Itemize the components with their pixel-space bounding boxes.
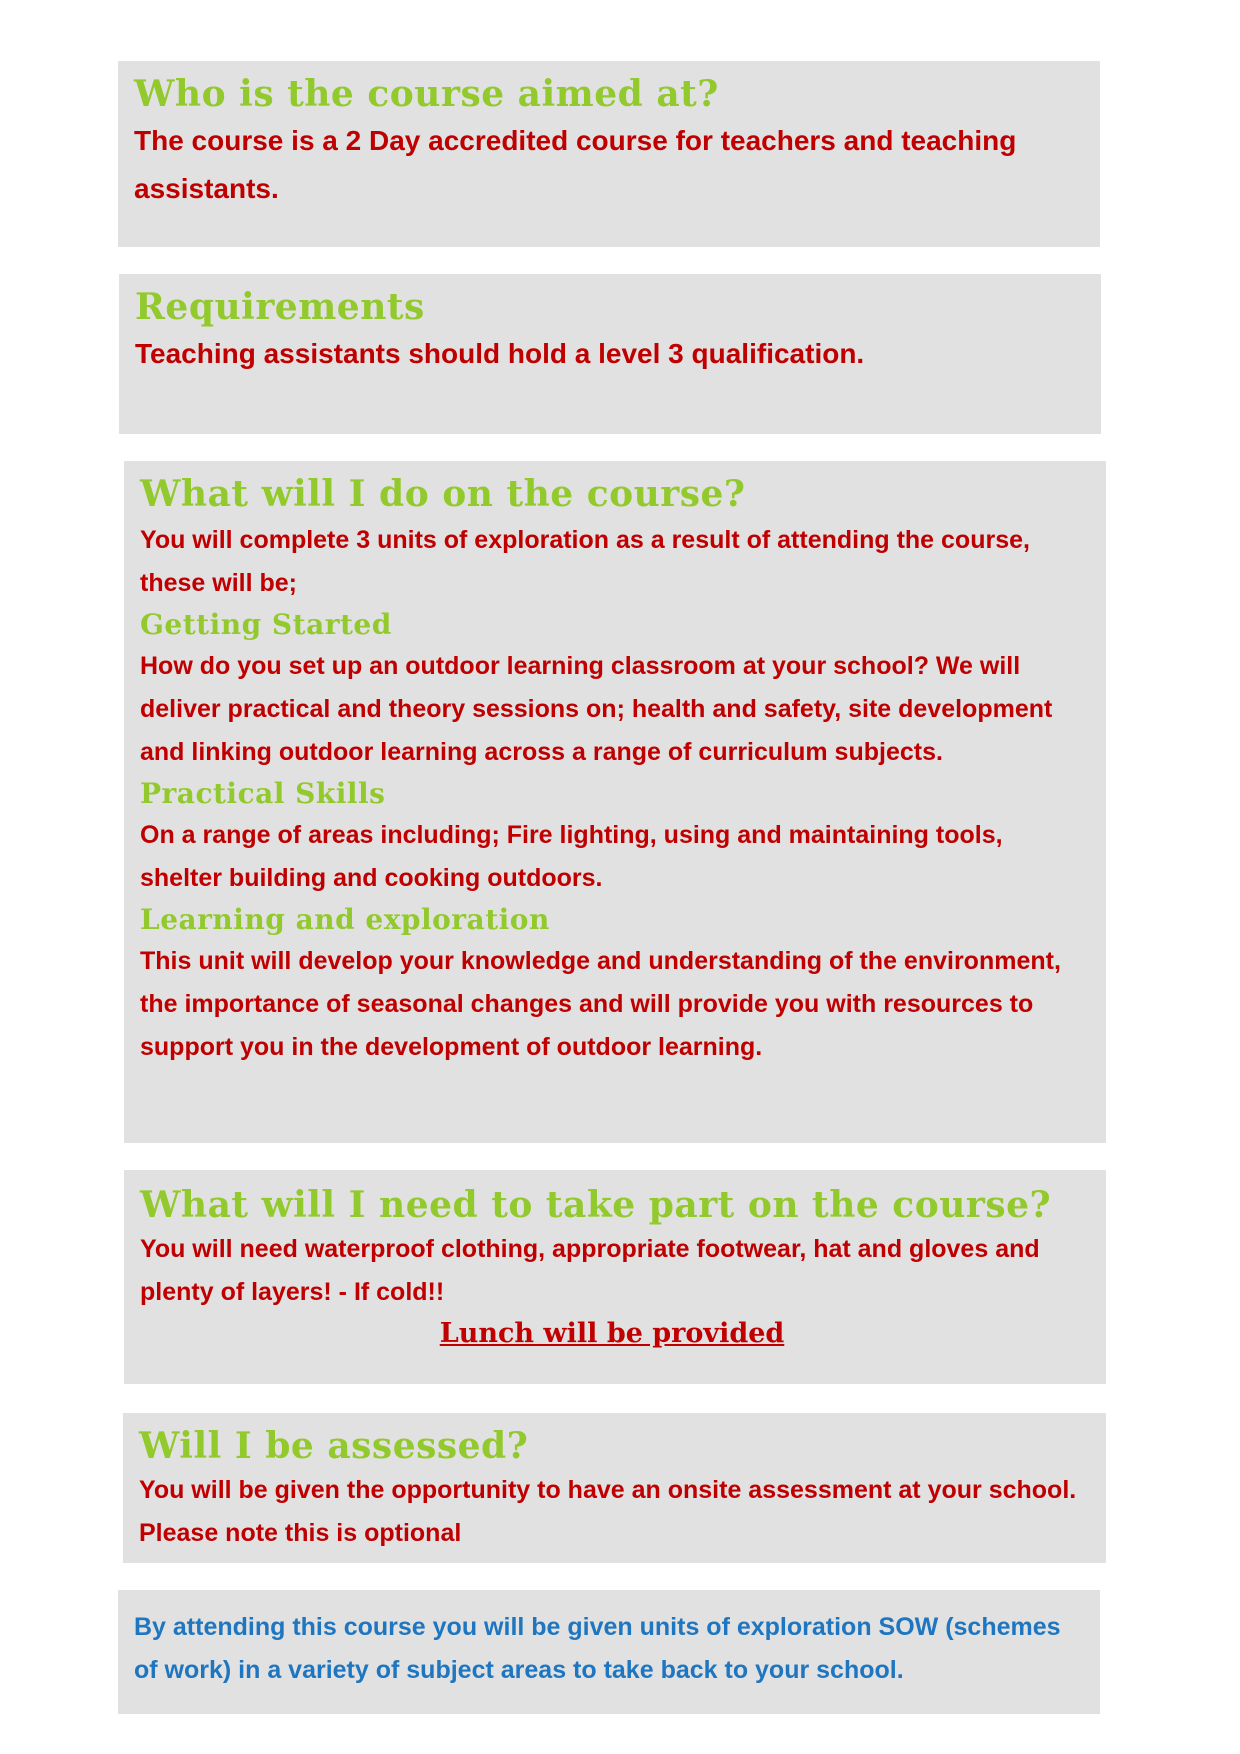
equipment-text: You will need waterproof clothing, appropriate footwear, hat and gloves and plenty of layers! - If cold!! <box>140 1235 1040 1306</box>
unit-title-practical-skills: Practical Skills <box>140 777 386 810</box>
audience-panel <box>118 61 1100 247</box>
activities-heading: What will I do on the course? <box>140 473 746 515</box>
requirements-panel <box>119 274 1101 434</box>
equipment-heading: What will I need to take part on the course? <box>140 1184 1052 1226</box>
activities-intro: You will complete 3 units of exploration as a result of attending the course, these will be; <box>140 526 1030 597</box>
assessment-panel <box>123 1413 1106 1563</box>
requirements-text: Teaching assistants should hold a level 3 qualification. <box>135 338 865 369</box>
unit-title-learning-exploration: Learning and exploration <box>140 903 550 936</box>
unit-title-getting-started: Getting Started <box>140 608 392 641</box>
assessment-heading: Will I be assessed? <box>139 1425 529 1467</box>
requirements-heading: Requirements <box>135 286 425 328</box>
lunch-note: Lunch will be provided <box>439 1318 785 1349</box>
audience-text: The course is a 2 Day accredited course for teachers and teaching assistants. <box>134 125 1017 204</box>
unit-text-practical-skills: On a range of areas including; Fire lighting, using and maintaining tools, shelter building and cooking outdoors. <box>140 821 1003 892</box>
equipment-panel <box>124 1170 1106 1384</box>
assessment-text: You will be given the opportunity to have an onsite assessment at your school. Please note this is optional <box>139 1476 1077 1547</box>
audience-heading: Who is the course aimed at? <box>134 73 719 115</box>
resources-text: By attending this course you will be given units of exploration SOW (schemes of work) in a variety of subject areas to take back to your school. <box>134 1613 1061 1684</box>
unit-text-getting-started: How do you set up an outdoor learning classroom at your school? We will deliver practical and theory sessions on; health and safety, site development and linking outdoor learning across a range of curriculum subjects. <box>140 652 1053 766</box>
activities-panel <box>124 461 1106 1143</box>
unit-text-learning-exploration: This unit will develop your knowledge and understanding of the environment, the importance of seasonal changes and will provide you with resources to support you in the development of outdoor learning. <box>140 947 1061 1061</box>
resources-panel <box>118 1590 1100 1714</box>
